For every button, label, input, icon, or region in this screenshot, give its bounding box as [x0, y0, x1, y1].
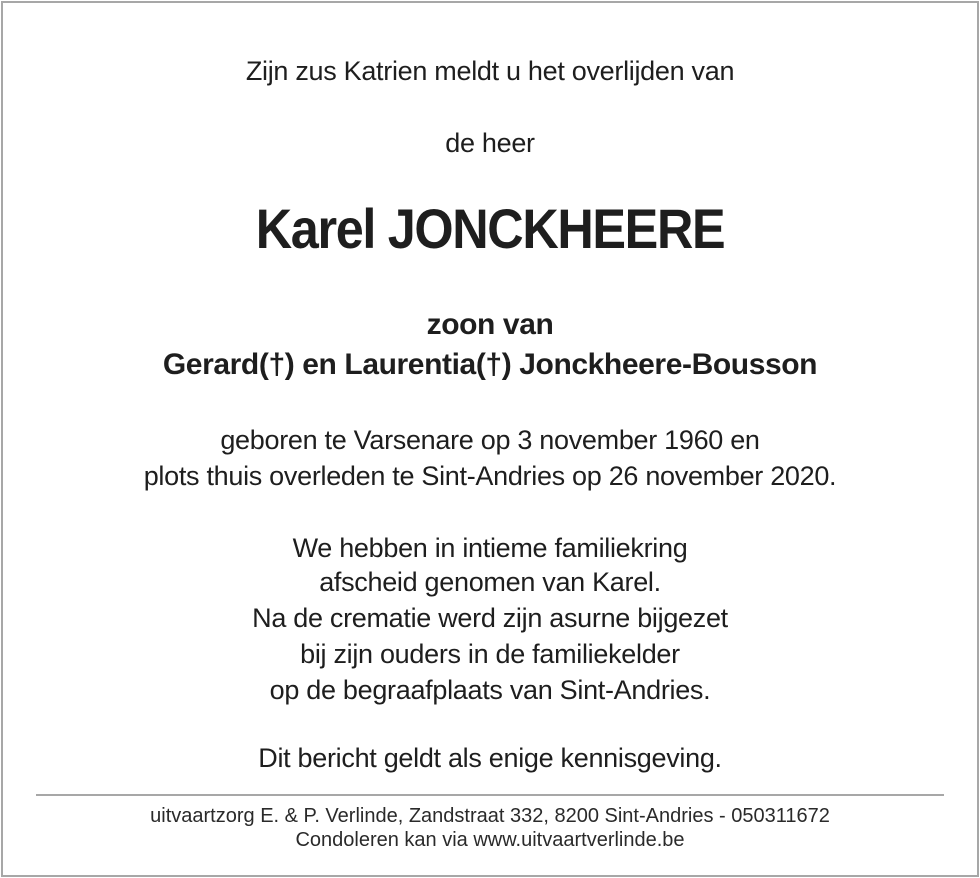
deceased-name: Karel JONCKHEERE — [255, 197, 725, 260]
message-line: Na de crematie werd zijn asurne bijgezet — [252, 603, 728, 633]
funeral-home-info: uitvaartzorg E. & P. Verlinde, Zandstraat 332, 8200 Sint-Andries - 050311672 — [150, 805, 830, 827]
parents-names: Gerard(†) en Laurentia(†) Jonckheere-Bousson — [162, 348, 818, 381]
death-line: plots thuis overleden te Sint-Andries op 26 november 2020. — [143, 461, 837, 491]
footer-divider — [36, 794, 944, 796]
honorific-title: de heer — [445, 128, 535, 158]
message-line: We hebben in intieme familiekring — [292, 533, 688, 563]
condolence-info: Condoleren kan via www.uitvaartverlinde.be — [295, 829, 685, 851]
intro-text: Zijn zus Katrien meldt u het overlijden van — [245, 56, 735, 86]
parents-label: zoon van — [426, 308, 554, 341]
message-line: op de begraafplaats van Sint-Andries. — [269, 675, 711, 705]
message-line: afscheid genomen van Karel. — [319, 567, 661, 597]
notice-text: Dit bericht geldt als enige kennisgeving. — [258, 743, 722, 773]
birth-line: geboren te Varsenare op 3 november 1960 en — [220, 425, 760, 455]
message-line: bij zijn ouders in de familiekelder — [300, 639, 680, 669]
